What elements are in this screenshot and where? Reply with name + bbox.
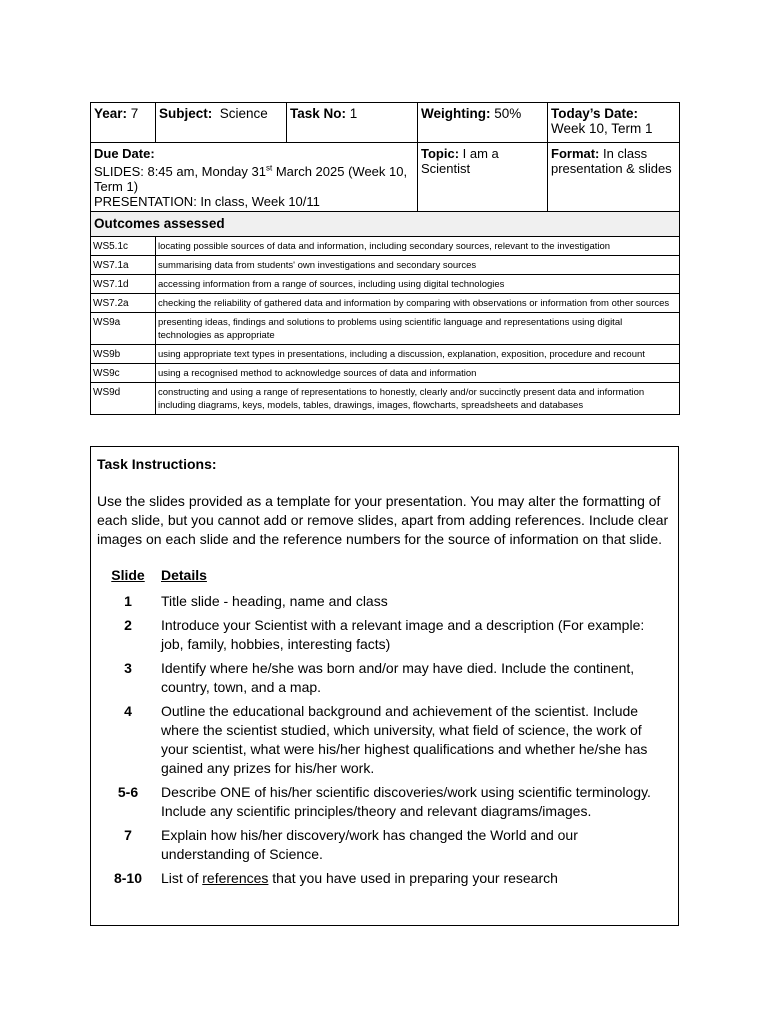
outcome-description: constructing and using a range of representations to honestly, clearly and/or succinctly present data and information including diagrams, keys, models, tables, drawings, images, flowcharts, spreadsheets and databases xyxy=(156,383,680,415)
slide-number: 3 xyxy=(124,660,132,676)
outcome-code: WS5.1c xyxy=(91,237,156,256)
slide-details: Explain how his/her discovery/work has changed the World and our understanding of Science. xyxy=(161,827,578,862)
outcome-description: using appropriate text types in presentations, including a discussion, explanation, exposition, procedure and recount xyxy=(156,345,680,364)
outcome-row xyxy=(91,237,680,256)
slide-row xyxy=(109,616,672,654)
subject-label: Subject: xyxy=(159,106,213,121)
outcome-row xyxy=(91,383,680,415)
slide-number: 8-10 xyxy=(113,870,143,886)
weighting-value: 50% xyxy=(494,106,522,121)
year-label: Year: xyxy=(94,106,128,121)
slide-details: List of references that you have used in preparing your research xyxy=(161,870,558,886)
due-presentation: PRESENTATION: In class, Week 10/11 xyxy=(94,194,320,210)
outcome-code: WS7.1a xyxy=(91,256,156,275)
subject-cell xyxy=(156,103,287,143)
slide-details: Title slide - heading, name and class xyxy=(161,593,388,609)
task-instructions-box xyxy=(90,446,679,926)
slide-row xyxy=(109,783,672,821)
year-cell xyxy=(91,103,156,143)
slide-number: 7 xyxy=(124,827,132,843)
slide-row xyxy=(109,659,672,697)
slide-number: 2 xyxy=(124,617,132,633)
topic-cell xyxy=(418,143,548,212)
outcome-description: summarising data from students' own investigations and secondary sources xyxy=(156,256,680,275)
slide-details: Identify where he/she was born and/or may have died. Include the continent, country, town, and a map. xyxy=(161,660,635,695)
slide-details: Describe ONE of his/her scientific discoveries/work using scientific terminology. Include any scientific principles/theory and relevant diagrams/images. xyxy=(161,784,651,819)
slide-column-header: Slide xyxy=(111,567,145,583)
outcome-row xyxy=(91,364,680,383)
due-date-cell xyxy=(91,143,418,212)
date-value: Week 10, Term 1 xyxy=(551,121,653,136)
header-table xyxy=(90,102,680,415)
topic-value: I am a Scientist xyxy=(421,146,499,176)
outcome-code: WS7.1d xyxy=(91,275,156,294)
slide-row xyxy=(109,826,672,864)
due-slides: SLIDES: 8:45 am, Monday 31st March 2025 (Week 10, Term 1) xyxy=(94,164,408,195)
outcome-description: checking the reliability of gathered data and information by comparing with observations or information from other sources xyxy=(156,294,680,313)
outcome-row xyxy=(91,275,680,294)
slide-details: Outline the educational background and achievement of the scientist. Include where the scientist studied, which university, what field of science, the work of your scientist, what were his/her highest qualifications and whether he/she has gained any prizes for his/her work. xyxy=(161,703,648,776)
outcomes-heading: Outcomes assessed xyxy=(91,212,680,237)
format-value: In class presentation & slides xyxy=(551,146,672,176)
slide-row xyxy=(109,592,672,611)
outcome-code: WS9a xyxy=(91,313,156,345)
outcome-code: WS7.2a xyxy=(91,294,156,313)
weighting-cell xyxy=(418,103,548,143)
details-column-header: Details xyxy=(161,567,207,583)
year-value: 7 xyxy=(130,106,139,121)
outcome-code: WS9c xyxy=(91,364,156,383)
outcome-code: WS9d xyxy=(91,383,156,415)
outcome-description: locating possible sources of data and information, including secondary sources, relevant to the investigation xyxy=(156,237,680,256)
slide-number: 5-6 xyxy=(117,784,139,800)
outcome-description: using a recognised method to acknowledge sources of data and information xyxy=(156,364,680,383)
slide-number: 1 xyxy=(124,593,132,609)
taskno-cell xyxy=(287,103,418,143)
outcome-row xyxy=(91,345,680,364)
format-cell xyxy=(548,143,680,212)
task-intro: Use the slides provided as a template for your presentation. You may alter the formatting of each slide, but you cannot add or remove slides, apart from adding references. Include clear images on each slide and the reference numbers for the source of information on that slide. xyxy=(97,493,669,547)
slides-list xyxy=(109,566,672,888)
weighting-label: Weighting: xyxy=(421,106,491,121)
outcome-row xyxy=(91,313,680,345)
topic-label: Topic: xyxy=(421,146,460,161)
task-instructions-title: Task Instructions: xyxy=(97,456,217,472)
task-header xyxy=(90,102,679,415)
format-label: Format: xyxy=(551,146,600,161)
outcome-description: accessing information from a range of sources, including using digital technologies xyxy=(156,275,680,294)
slide-number: 4 xyxy=(124,703,132,719)
subject-value: Science xyxy=(219,106,268,121)
slide-details: Introduce your Scientist with a relevant image and a description (For example: job, family, hobbies, interesting facts) xyxy=(161,617,645,652)
due-label: Due Date: xyxy=(94,146,155,161)
slide-row xyxy=(109,702,672,778)
date-cell xyxy=(548,103,680,143)
date-label: Today’s Date: xyxy=(551,106,639,121)
outcome-description: presenting ideas, findings and solutions to problems using scientific language and representations using digital technologies as appropriate xyxy=(156,313,680,345)
references-link[interactable]: references xyxy=(202,870,269,886)
outcome-row xyxy=(91,256,680,275)
taskno-label: Task No: xyxy=(290,106,347,121)
slide-row xyxy=(109,869,672,888)
taskno-value: 1 xyxy=(349,106,358,121)
outcome-row xyxy=(91,294,680,313)
outcome-code: WS9b xyxy=(91,345,156,364)
